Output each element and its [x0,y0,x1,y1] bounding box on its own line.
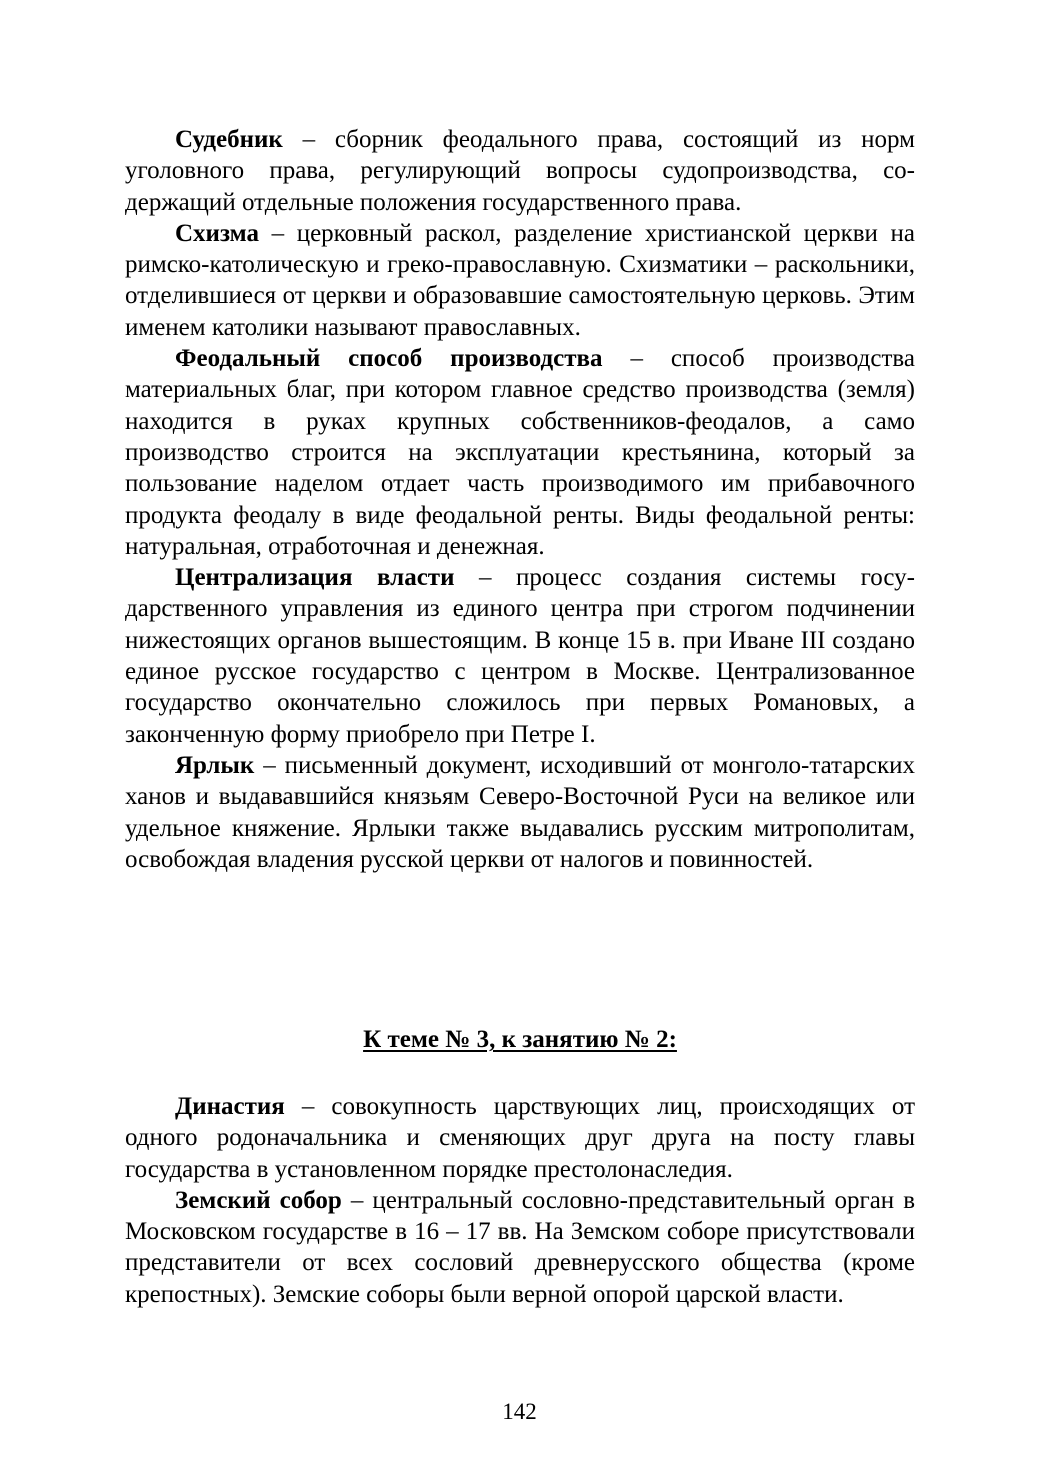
glossary-term: Ярлык [175,751,255,779]
glossary-definition: – центральный сословно-представительный орган в Московском государстве в 16 – 17 вв. На Земском соборе присутствовали представители от всех сословий древнерусского общества (кроме крепостных). Земские соборы были верной опорой царской власти. [125,1186,915,1308]
section-heading-text: К теме № 3, к занятию № 2: [363,1026,677,1053]
glossary-section-top [125,124,915,875]
glossary-definition: – процесс создания системы государственного управления из единого центра при строгом подчинении нижестоящих органов вышестоящим. В конце 15 в. при Иване III создано единое русское государство с центром в Москве. Централизованное государство окончательно сложилось при первых Романовых, а законченную форму приобрело при Петре I. [125,564,915,748]
glossary-definition: – письменный документ, исходивший от монголо-татарских ханов и выдававшийся князьям Северо-Восточной Руси на великое или удельное княжение. Ярлыки также выдавались русским митрополитам, освобождая владения русской церкви от налогов и повинностей. [125,751,915,873]
glossary-entry-zemsky-sobor [125,1185,915,1310]
page-number: 142 [502,1399,537,1424]
section-heading [125,1024,915,1055]
glossary-entry-yarlyk [125,750,915,875]
glossary-term: Феодальный способ производства [175,345,603,373]
glossary-entry-schism [125,218,915,343]
glossary-entry-sudebnik [125,124,915,218]
glossary-entry-centralization [125,562,915,750]
glossary-term: Судебник [175,126,283,153]
glossary-definition: – совокупность царствующих лиц, происходящих от одного родоначальника и сменяющих друг друга на посту главы государства в установленном порядке престолонаследия. [125,1093,915,1183]
glossary-section-bottom [125,1091,915,1310]
glossary-term: Схизма [175,219,260,247]
glossary-definition: – церковный раскол, разделение христианской церкви на римско-католическую и греко-православную. Схизматики – раскольники, отделившиеся от церкви и образовавшие самостоятельную церковь. Этим именем католики называют православных. [125,219,915,341]
glossary-definition: – сборник феодального права, состоящий из норм уголовного права, регулирующий вопросы судопроизводства, содержащий отдельные положения государственного права. [125,126,915,216]
glossary-entry-dynasty [125,1091,915,1185]
glossary-entry-feudal-mode [125,343,915,562]
glossary-term: Централизация власти [175,564,455,592]
glossary-definition: – способ производства материальных благ, при котором главное средство производства (земля) находится в руках крупных собственников-феодалов, а само производство строится на эксплуатации крестьянина, который за пользование наделом отдает часть производимого им прибавочного продукта феодалу в виде феодальной ренты. Виды феодальной ренты: натуральная, отработочная и денежная. [125,345,915,560]
glossary-term: Земский собор [175,1186,342,1214]
glossary-term: Династия [175,1093,285,1120]
